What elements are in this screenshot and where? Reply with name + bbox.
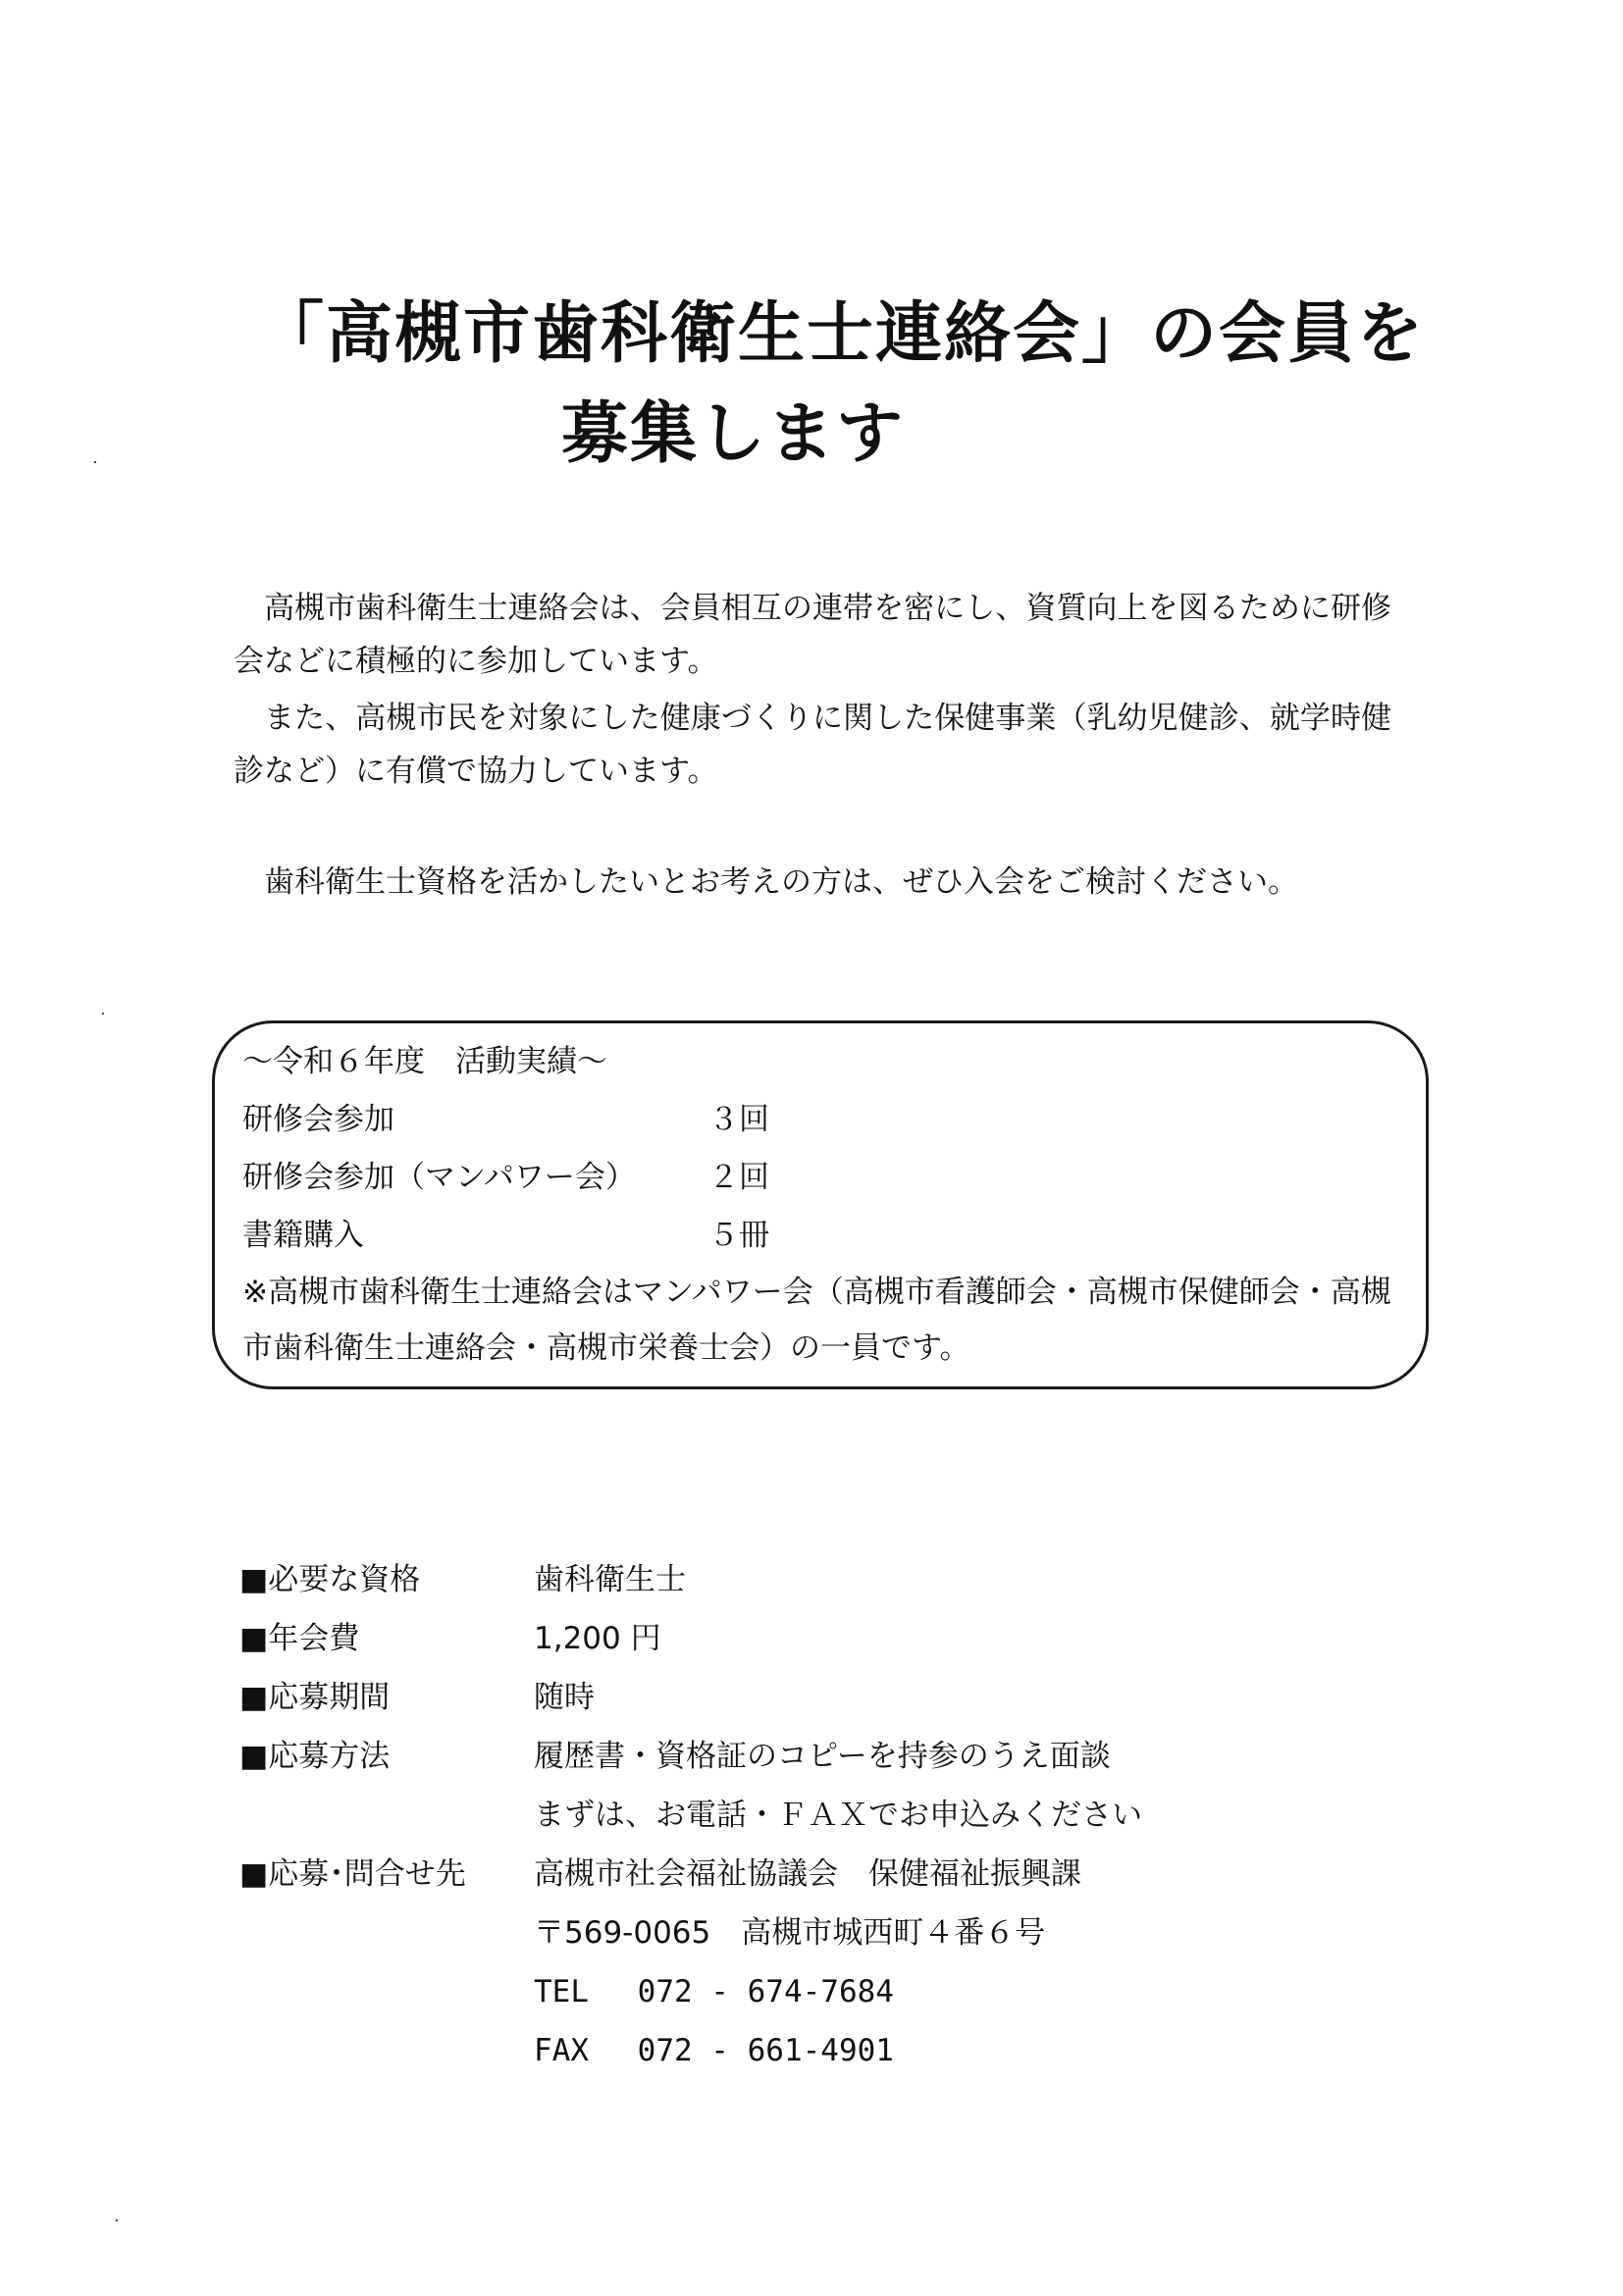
- detail-row-application-period: [239, 1668, 1142, 1727]
- intro-paragraph-3: 歯科衛生士資格を活かしたいとお考えの方は、ぜひ入会をご検討ください。: [264, 864, 1298, 900]
- detail-label: ■必要な資格: [239, 1562, 421, 1597]
- detail-value: 履歴書・資格証のコピーを持参のうえ面談: [534, 1739, 1111, 1774]
- detail-value: まずは、お電話・ＦＡＸでお申込みください: [534, 1798, 1142, 1833]
- activity-label: 研修会参加（マンパワー会）: [242, 1160, 636, 1195]
- scan-speck: [102, 1013, 104, 1015]
- detail-value: 1,200 円: [534, 1621, 661, 1656]
- activity-heading: ～令和６年度 活動実績～: [242, 1044, 607, 1079]
- page-title-line-1: 「高槻市歯科衛生士連絡会」の会員を: [256, 295, 1425, 373]
- detail-row-annual-fee: [239, 1609, 1142, 1668]
- activity-results-content: [242, 1033, 1410, 1377]
- activity-note: ※高槻市歯科衛生士連絡会はマンパワー会（高槻市看護師会・高槻市保健師会・高槻市歯科衛生士連絡会・高槻市栄養士会）の一員です。: [242, 1275, 1391, 1366]
- recruitment-details: [239, 1550, 1142, 2080]
- activity-value: ５冊: [708, 1218, 769, 1253]
- intro-paragraph-2: また、高槻市民を対象にした健康づくりに関した保健事業（乳幼児健診、就学時健診など）に有償で協力しています。: [234, 701, 1391, 789]
- intro-paragraph-2-block: [234, 692, 1391, 798]
- page-title-line-2: 募集します: [560, 395, 905, 473]
- detail-row-qualification: [239, 1550, 1142, 1609]
- activity-value: ２回: [708, 1160, 769, 1195]
- detail-row-application-method: [239, 1727, 1142, 1845]
- detail-label: ■応募方法: [239, 1739, 391, 1774]
- activity-label: 書籍購入: [242, 1218, 364, 1253]
- detail-row-contact: [239, 1845, 1142, 2080]
- detail-label: ■応募･問合せ先: [239, 1856, 466, 1892]
- activity-row: [242, 1091, 1410, 1149]
- scan-speck: [94, 461, 96, 463]
- activity-label: 研修会参加: [242, 1102, 394, 1137]
- intro-paragraph-3-block: [234, 856, 1391, 909]
- contact-organization: 高槻市社会福祉協議会 保健福祉振興課: [534, 1856, 1081, 1892]
- detail-label: ■応募期間: [239, 1680, 391, 1715]
- activity-results-box: [212, 1020, 1429, 1389]
- contact-fax: FAX 072 - 661-4901: [534, 2033, 894, 2068]
- contact-address: 〒569-0065 高槻市城西町４番６号: [534, 1915, 1046, 1951]
- detail-value: 随時: [534, 1680, 595, 1715]
- activity-value: ３回: [708, 1102, 769, 1137]
- activity-row: [242, 1207, 1410, 1265]
- scan-speck: [116, 2219, 118, 2221]
- activity-row: [242, 1149, 1410, 1207]
- intro-paragraph-1-block: [234, 582, 1391, 688]
- contact-tel: TEL 072 - 674-7684: [534, 1974, 894, 2009]
- intro-paragraph-1: 高槻市歯科衛生士連絡会は、会員相互の連帯を密にし、資質向上を図るために研修会などに積極的に参加しています。: [234, 591, 1391, 679]
- detail-value: 歯科衛生士: [534, 1562, 686, 1597]
- detail-label: ■年会費: [239, 1621, 360, 1656]
